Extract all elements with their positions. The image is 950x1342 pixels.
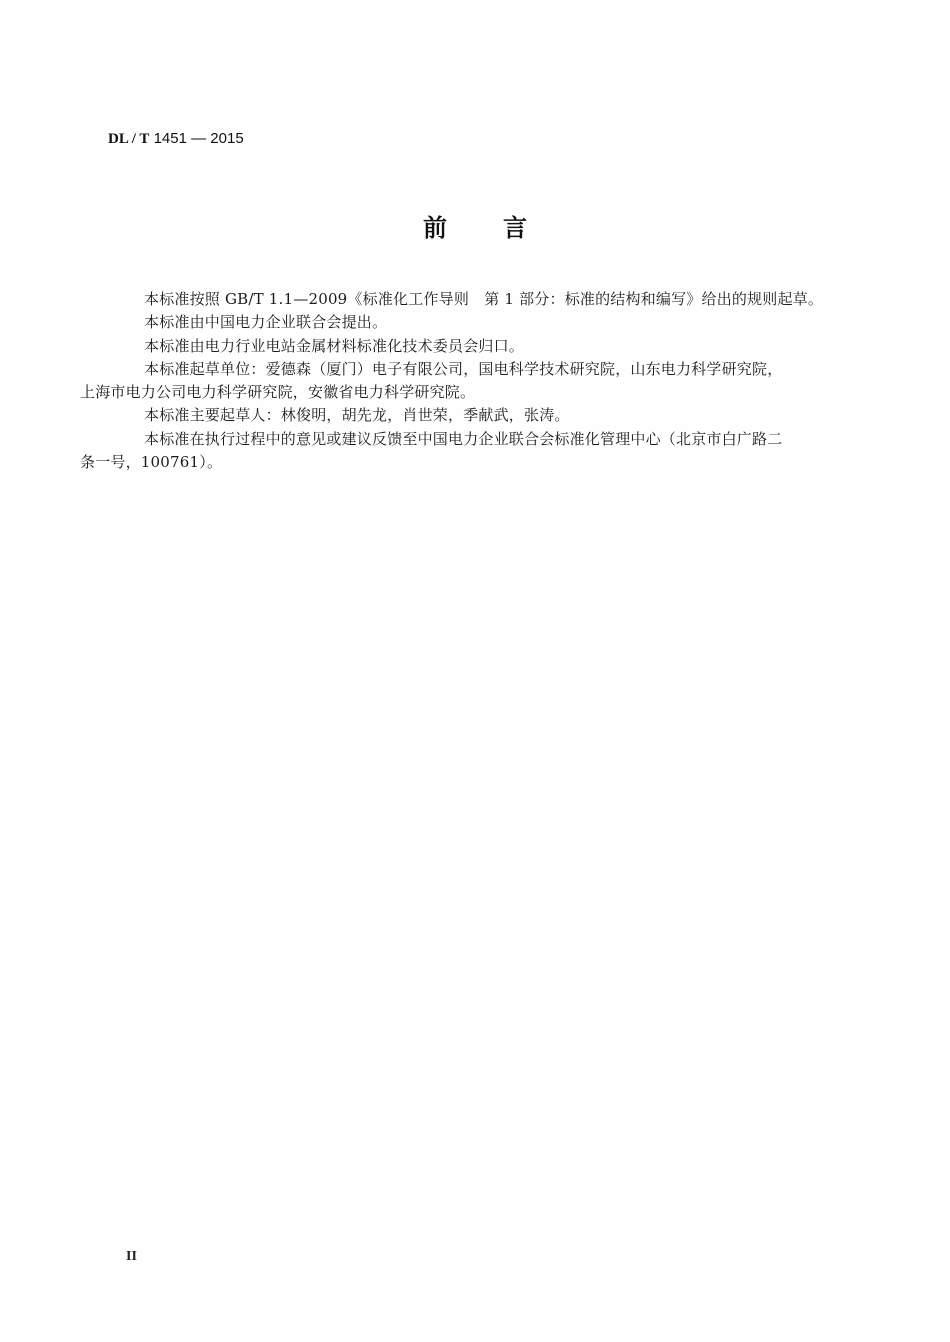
paragraph-line: 本标准按照 GB/T 1.1—2009《标准化工作导则 第 1 部分：标准的结构和编写》给出的规则起草。 (144, 290, 824, 308)
paragraph-line-continued: 上海市电力公司电力科学研究院，安徽省电力科学研究院。 (80, 383, 476, 402)
paragraph-line-continued: 条一号，100761）。 (80, 453, 223, 472)
standard-prefix: DL / T (108, 131, 150, 147)
paragraph-line: 本标准在执行过程中的意见或建议反馈至中国电力企业联合会标准化管理中心（北京市白广路二 (144, 429, 783, 448)
paragraph-main-drafters (112, 404, 862, 427)
preface-body (80, 288, 862, 474)
paragraph-feedback (80, 428, 862, 475)
paragraph-proposed-by (112, 311, 862, 334)
standard-code-header (108, 130, 244, 148)
paragraph-drafting-rules (112, 288, 862, 311)
paragraph-drafting-units (80, 358, 862, 405)
paragraph-line: 本标准起草单位：爱德森（厦门）电子有限公司，国电科学技术研究院，山东电力科学研究院， (144, 359, 783, 378)
title-char-1: 前 (423, 214, 447, 242)
page-title (0, 208, 950, 243)
paragraph-line: 本标准由电力行业电站金属材料标准化技术委员会归口。 (144, 336, 525, 355)
paragraph-line: 本标准由中国电力企业联合会提出。 (144, 313, 388, 332)
paragraph-line: 本标准主要起草人：林俊明，胡先龙，肖世荣，季献武，张涛。 (144, 406, 570, 425)
page-number: II (126, 1249, 137, 1264)
standard-number: 1451 — 2015 (153, 130, 244, 147)
title-char-2: 言 (503, 214, 527, 242)
paragraph-under-jurisdiction (112, 335, 862, 358)
